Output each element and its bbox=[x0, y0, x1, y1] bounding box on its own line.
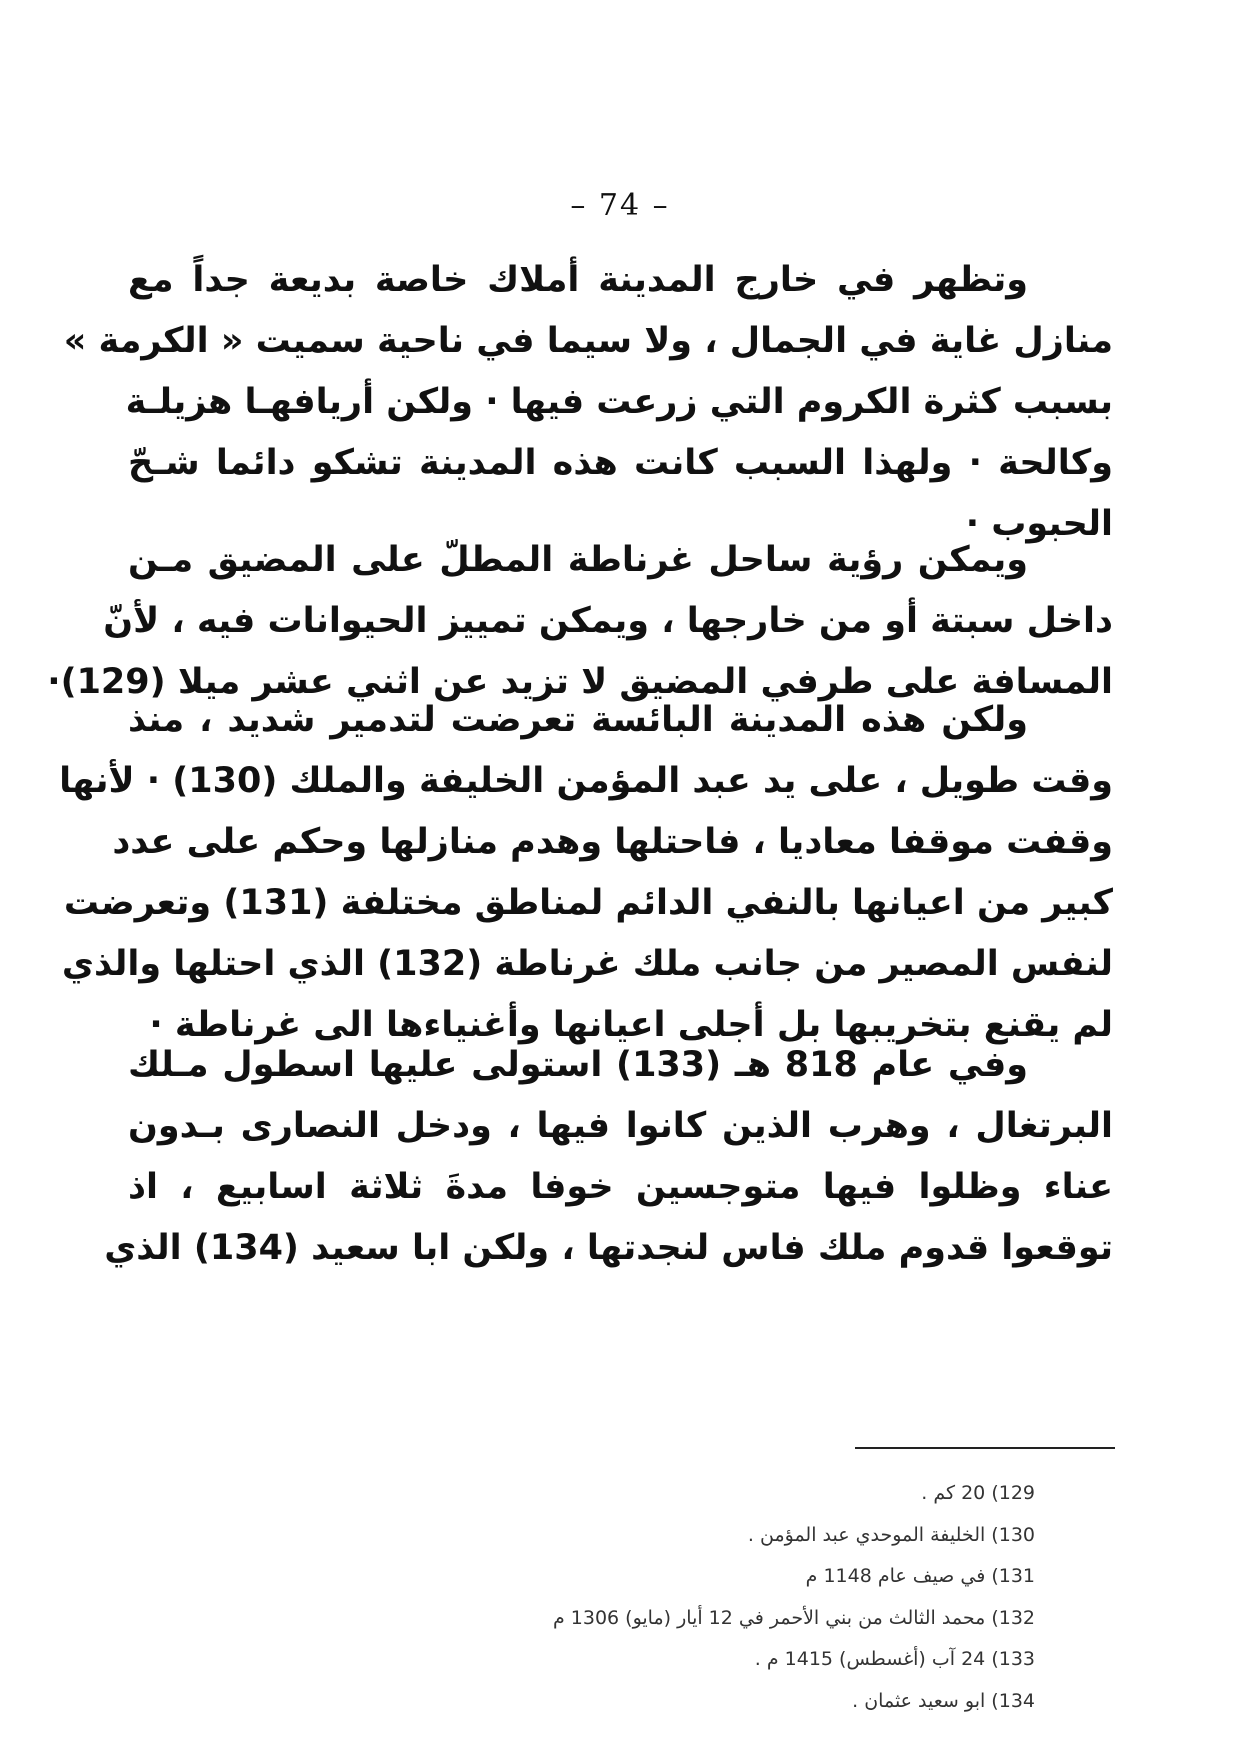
text-line: ويمكن رؤية ساحل غرناطة المطلّ على المضيق مـن bbox=[128, 540, 1028, 580]
text-line: كبير من اعيانها بالنفي الدائم لمناطق مختلفة (131) وتعرضت bbox=[63, 883, 1113, 923]
paragraph-granada-coast bbox=[47, 530, 1113, 713]
text-line: لنفس المصير من جانب ملك غرناطة (132) الذي احتلها والذي bbox=[61, 944, 1113, 984]
footnotes bbox=[300, 1473, 1035, 1722]
text-line: بسبب كثرة الكروم التي زرعت فيها · ولكن أريافهـا هزيلـة bbox=[125, 382, 1113, 422]
text-line: البرتغال ، وهرب الذين كانوا فيها ، ودخل النصارى بـدون bbox=[128, 1106, 1113, 1146]
text-line: وقت طويل ، على يد عبد المؤمن الخليفة والملك (130) · لأنها bbox=[59, 761, 1113, 801]
text-line: داخل سبتة أو من خارجها ، ويمكن تمييز الحيوانات فيه ، لأنّ bbox=[103, 601, 1113, 641]
page-number: – 74 – bbox=[570, 188, 670, 223]
paragraph-portuguese-fleet bbox=[104, 1035, 1113, 1279]
text-line: وفي عام 818 هـ (133) استولى عليها اسطول مـلك bbox=[128, 1045, 1028, 1085]
text-line: المسافة على طرفي المضيق لا تزيد عن اثني عشر ميلا (129)· bbox=[47, 662, 1113, 702]
text-line: لم يقنع بتخريبها بل أجلى اعيانها وأغنياءها الى غرناطة · bbox=[149, 1005, 1113, 1045]
paragraph-destruction bbox=[59, 690, 1113, 1056]
text-line: توقعوا قدوم ملك فاس لنجدتها ، ولكن ابا سعيد (134) الذي bbox=[104, 1228, 1113, 1268]
footnote-130: 130) الخليفة الموحدي عبد المؤمن . bbox=[747, 1523, 1035, 1546]
text-line: ولكن هذه المدينة البائسة تعرضت لتدمير شديد ، منذ bbox=[128, 700, 1028, 740]
paragraph-city-outskirts bbox=[63, 250, 1113, 555]
footnote-divider bbox=[855, 1447, 1115, 1449]
footnote-129: 129) 20 كم . bbox=[921, 1482, 1035, 1504]
footnote-134: 134) ابو سعيد عثمان . bbox=[852, 1689, 1035, 1712]
text-line: وكالحة · ولهذا السبب كانت هذه المدينة تشكو دائما شـحّ bbox=[128, 443, 1113, 483]
text-line: وتظهر في خارج المدينة أملاك خاصة بديعة جداً مع bbox=[128, 260, 1028, 300]
text-line: منازل غاية في الجمال ، ولا سيما في ناحية سميت « الكرمة » bbox=[63, 321, 1113, 361]
footnote-132: 132) محمد الثالث من بني الأحمر في 12 أيار (مايو) 1306 م bbox=[552, 1606, 1035, 1629]
text-line: وقفت موقفا معاديا ، فاحتلها وهدم منازلها وحكم على عدد bbox=[112, 822, 1113, 862]
text-line: عناء وظلوا فيها متوجسين خوفا مدةَ ثلاثة اسابيع ، اذ bbox=[128, 1167, 1113, 1207]
footnote-133: 133) 24 آب (أغسطس) 1415 م . bbox=[754, 1648, 1035, 1670]
footnote-131: 131) في صيف عام 1148 م bbox=[805, 1565, 1035, 1587]
text-line: الحبوب · bbox=[965, 504, 1113, 544]
